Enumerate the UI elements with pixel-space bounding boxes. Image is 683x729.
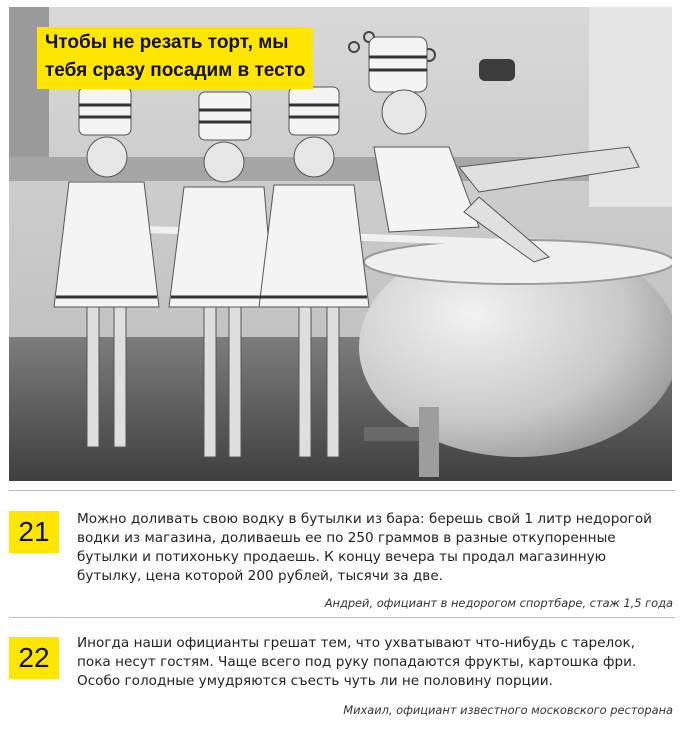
tip-text: Иногда наши официанты грешат тем, что ухватывают что-нибудь с тарелок, пока несут гостям. Чаще всего под руку попадаются фрукты, картошка фри. Особо голодные умудряются съесть чуть ли не половину порции.	[77, 635, 637, 689]
photo-caption-line: тебя сразу посадим в тесто	[45, 60, 306, 81]
tip-number-badge: 21	[9, 511, 59, 553]
tip-author: Михаил, официант известного московского ресторана	[343, 703, 673, 717]
tip-text: Можно доливать свою водку в бутылки из бара: берешь свой 1 литр недорогой водки из магазина, доливаешь ее по 250 граммов в разные откупоренные бутылки и потихоньку продаешь. К концу вечера ты продал магазинную бутылку, цена которой 200 рублей, тысячи за две.	[77, 511, 652, 584]
vintage-photo	[9, 7, 672, 481]
photo-caption	[37, 27, 313, 89]
tip-author: Андрей, официант в недорогом спортбаре, стаж 1,5 года	[324, 596, 673, 610]
tip-number-badge: 22	[9, 637, 59, 679]
photo-caption-line: Чтобы не резать торт, мы	[45, 32, 289, 53]
divider	[9, 490, 675, 491]
divider	[9, 617, 675, 618]
